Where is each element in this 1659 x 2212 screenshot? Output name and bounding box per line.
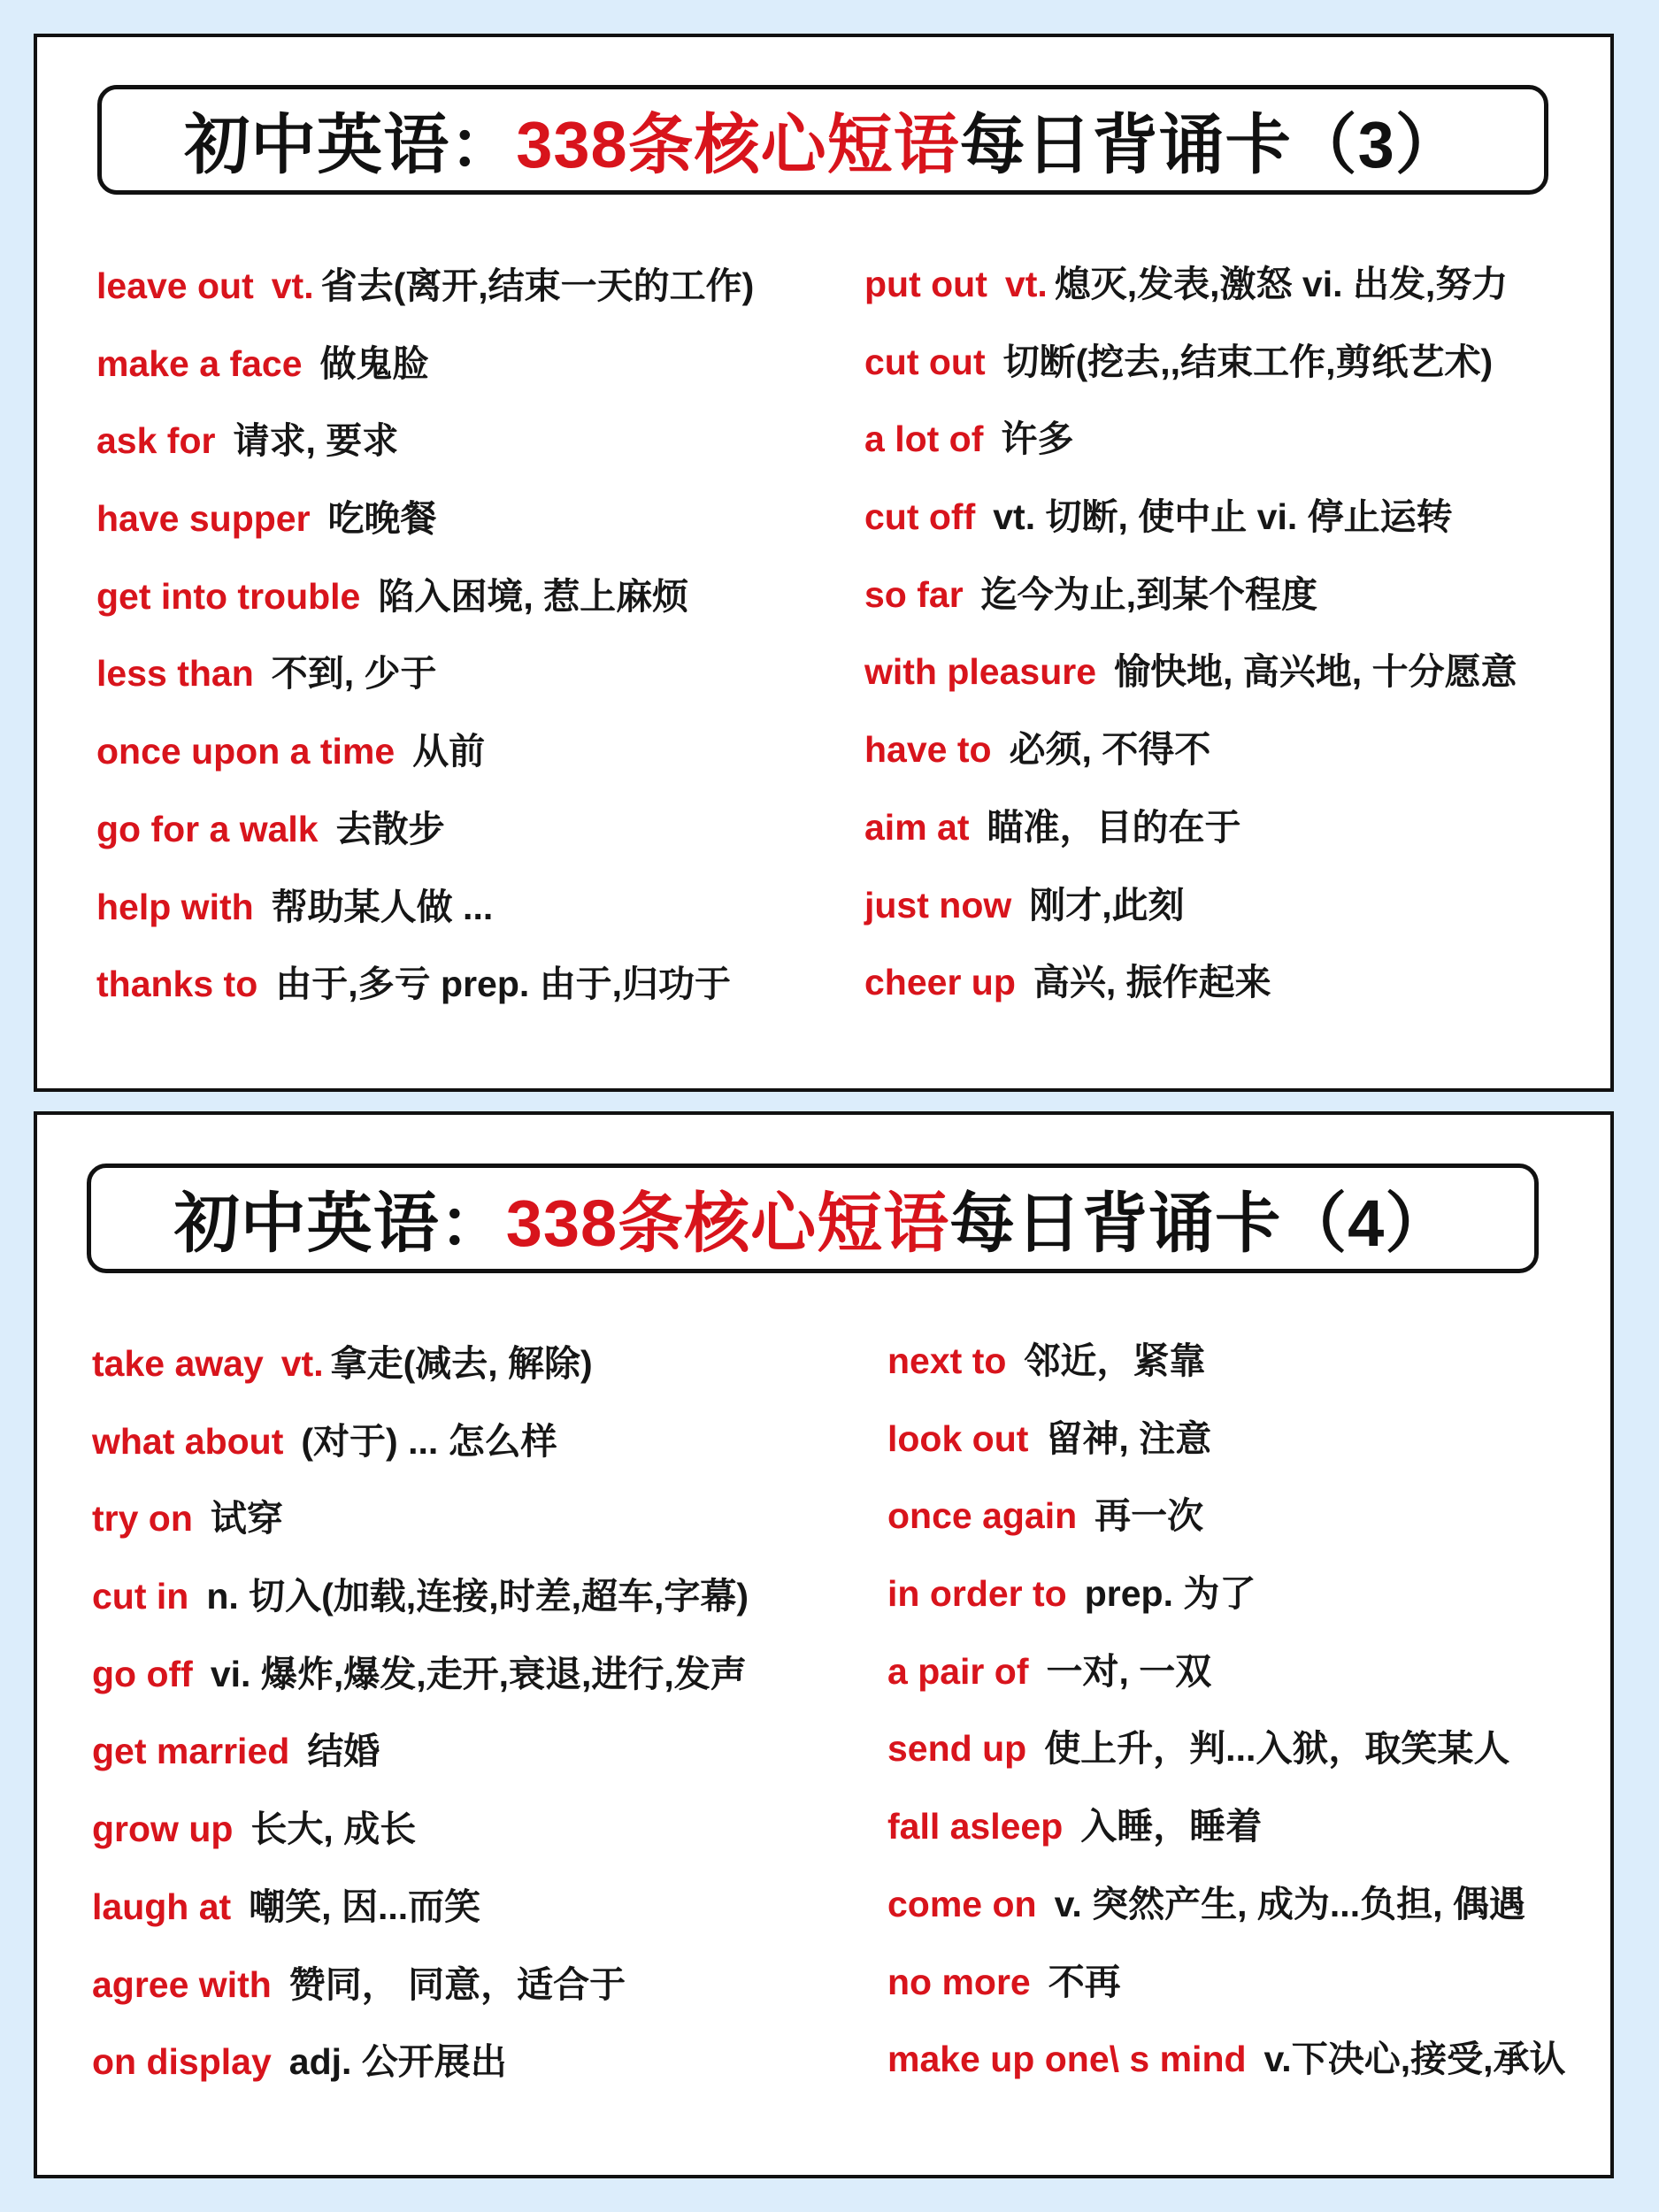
phrase-english: cut out xyxy=(864,341,986,382)
phrase-row xyxy=(887,1401,1565,1479)
phrase-row xyxy=(887,1710,1565,1788)
flashcard-3 xyxy=(34,34,1614,1092)
phrase-english: take away xyxy=(92,1343,264,1384)
phrase-meaning: 做鬼脸 xyxy=(319,342,429,384)
phrase-english: less than xyxy=(96,653,254,695)
phrase-meaning: 去散步 xyxy=(335,808,445,849)
phrase-english: make a face xyxy=(96,342,303,384)
phrase-meaning: 必须, 不得不 xyxy=(1009,729,1211,771)
phrase-row xyxy=(92,1480,749,1558)
phrase-row xyxy=(864,479,1517,557)
phrase-row xyxy=(887,1633,1565,1711)
phrase-row xyxy=(96,248,754,326)
phrase-meaning: 一对, 一双 xyxy=(1046,1650,1212,1692)
phrase-meaning: 入睡，睡着 xyxy=(1080,1806,1263,1847)
phrase-english: with pleasure xyxy=(864,651,1097,693)
phrase-meaning: 熄灭,发表,激怒 vi. 出发,努力 xyxy=(1054,264,1509,304)
phrase-row xyxy=(864,711,1517,789)
phrase-english: aim at xyxy=(864,806,970,848)
phrase-english: get married xyxy=(92,1731,290,1772)
phrase-meaning: 结婚 xyxy=(307,1731,380,1772)
phrase-english: go off xyxy=(92,1653,193,1694)
phrase-row xyxy=(92,1713,749,1791)
phrase-row xyxy=(864,401,1517,479)
phrase-english: agree with xyxy=(92,1963,272,2005)
phrase-meaning: 高兴, 振作起来 xyxy=(1033,962,1271,1003)
phrase-row xyxy=(96,791,754,869)
phrase-row xyxy=(92,1636,749,1714)
phrase-meaning: 迄今为止,到某个程度 xyxy=(980,573,1318,615)
phrase-row xyxy=(92,2024,749,2101)
phrase-row xyxy=(864,789,1517,867)
phrase-row xyxy=(887,1323,1565,1401)
phrase-english: send up xyxy=(887,1728,1027,1770)
phrase-row xyxy=(92,1869,749,1947)
phrase-english: cut off xyxy=(864,496,976,538)
phrase-meaning: 邻近，紧靠 xyxy=(1024,1340,1206,1381)
phrase-row xyxy=(864,944,1517,1022)
phrase-row xyxy=(96,635,754,713)
phrase-row xyxy=(887,2021,1565,2099)
phrase-meaning: 从前 xyxy=(412,731,486,772)
phrase-meaning: 留神, 注意 xyxy=(1046,1417,1212,1459)
phrase-column-right xyxy=(887,1323,1565,2099)
phrase-english: try on xyxy=(92,1498,193,1540)
phrase-meaning: 使上升，判...入狱，取笑某人 xyxy=(1044,1728,1510,1770)
phrase-english: just now xyxy=(864,884,1012,926)
phrase-english: fall asleep xyxy=(887,1806,1064,1847)
phrase-english: next to xyxy=(887,1340,1007,1381)
phrase-meaning: 请求, 要求 xyxy=(233,420,399,462)
phrase-meaning: 不到, 少于 xyxy=(271,653,437,695)
phrase-english: what about xyxy=(92,1420,284,1462)
phrase-meaning: vt. 切断, 使中止 vi. 停止运转 xyxy=(993,496,1453,538)
phrase-row xyxy=(864,867,1517,945)
phrase-meaning: 吃晚餐 xyxy=(327,498,437,540)
phrase-meaning: 帮助某人做 ... xyxy=(271,886,494,927)
part-of-speech: vt. xyxy=(271,265,314,306)
phrase-meaning: 瞄准，目的在于 xyxy=(987,806,1241,848)
phrase-english: help with xyxy=(96,886,254,927)
phrase-english: cut in xyxy=(92,1576,189,1617)
phrase-english: laugh at xyxy=(92,1886,232,1927)
phrase-meaning: 长大, 成长 xyxy=(250,1809,417,1850)
phrase-english: leave out xyxy=(96,265,254,306)
phrase-meaning: v.下决心,接受,承认 xyxy=(1263,2039,1566,2080)
phrase-meaning: 不再 xyxy=(1048,1961,1121,2002)
phrase-english: come on xyxy=(887,1883,1037,1924)
phrase-english: a pair of xyxy=(887,1650,1029,1692)
phrase-english: grow up xyxy=(92,1809,234,1850)
phrase-row xyxy=(864,324,1517,402)
phrase-meaning: 赞同， 同意，适合于 xyxy=(288,1963,626,2005)
phrase-meaning: 由于,多亏 prep. 由于,归功于 xyxy=(275,964,732,1005)
phrase-english: once again xyxy=(887,1495,1078,1537)
phrase-english: thanks to xyxy=(96,964,258,1005)
phrase-english: make up one\ s mind xyxy=(887,2039,1247,2080)
phrase-meaning: prep. 为了 xyxy=(1084,1573,1256,1615)
phrase-row xyxy=(96,480,754,558)
phrase-row xyxy=(92,1947,749,2024)
phrase-row xyxy=(92,1325,749,1403)
phrase-meaning: 拿走(减去, 解除) xyxy=(330,1343,593,1384)
phrase-english: no more xyxy=(887,1961,1031,2002)
phrase-english: on display xyxy=(92,2041,272,2083)
phrase-english: go for a walk xyxy=(96,808,319,849)
phrase-meaning: 愉快地, 高兴地, 十分愿意 xyxy=(1114,651,1517,693)
phrase-english: have supper xyxy=(96,498,311,540)
phrase-meaning: 许多 xyxy=(1001,419,1074,460)
phrase-meaning: 陷入困境, 惹上麻烦 xyxy=(378,575,689,617)
phrase-row xyxy=(96,403,754,480)
phrase-meaning: v. 突然产生, 成为...负担, 偶遇 xyxy=(1054,1883,1525,1924)
title-suffix: 每日背诵卡（4） xyxy=(949,1187,1452,1260)
title-prefix: 初中英语： xyxy=(173,1187,506,1260)
phrase-row xyxy=(96,558,754,636)
phrase-row xyxy=(96,713,754,791)
phrase-english: put out xyxy=(864,264,987,304)
card-title xyxy=(97,85,1548,195)
phrase-meaning: vi. 爆炸,爆发,走开,衰退,进行,发声 xyxy=(210,1653,747,1694)
phrase-meaning: (对于) ... 怎么样 xyxy=(301,1420,557,1462)
phrase-row xyxy=(92,1558,749,1636)
phrase-meaning: 试穿 xyxy=(210,1498,283,1540)
phrase-meaning: 切断(挖去,,结束工作,剪纸艺术) xyxy=(1002,341,1494,382)
phrase-meaning: 再一次 xyxy=(1094,1495,1204,1537)
title-highlight: 338条核心短语 xyxy=(505,1187,950,1260)
phrase-row xyxy=(887,1944,1565,2022)
phrase-english: once upon a time xyxy=(96,731,396,772)
phrase-meaning: 省去(离开,结束一天的工作) xyxy=(320,265,755,306)
phrase-row xyxy=(96,869,754,947)
card-title xyxy=(87,1164,1539,1273)
phrase-column-right xyxy=(864,246,1517,1022)
phrase-meaning: n. 切入(加载,连接,时差,超车,字幕) xyxy=(206,1576,749,1617)
phrase-english: in order to xyxy=(887,1573,1067,1615)
phrase-row xyxy=(864,557,1517,634)
flashcard-4 xyxy=(34,1111,1614,2178)
phrase-row xyxy=(887,1788,1565,1866)
phrase-meaning: 刚才,此刻 xyxy=(1029,884,1185,926)
phrase-row xyxy=(92,1791,749,1869)
phrase-row xyxy=(96,326,754,403)
phrase-english: a lot of xyxy=(864,419,984,460)
phrase-row xyxy=(864,634,1517,711)
part-of-speech: vt. xyxy=(280,1343,324,1384)
title-suffix: 每日背诵卡（3） xyxy=(959,108,1462,181)
phrase-english: ask for xyxy=(96,420,216,462)
phrase-row xyxy=(887,1866,1565,1944)
phrase-row xyxy=(92,1403,749,1481)
title-prefix: 初中英语： xyxy=(184,108,517,181)
phrase-english: get into trouble xyxy=(96,575,361,617)
phrase-meaning: adj. 公开展出 xyxy=(288,2041,507,2083)
phrase-column-left xyxy=(92,1325,749,2101)
phrase-row xyxy=(864,246,1517,324)
phrase-english: cheer up xyxy=(864,962,1016,1003)
part-of-speech: vt. xyxy=(1004,264,1048,304)
title-highlight: 338条核心短语 xyxy=(516,108,960,181)
phrase-row xyxy=(887,1555,1565,1633)
phrase-column-left xyxy=(96,248,754,1024)
phrase-english: have to xyxy=(864,729,992,771)
phrase-row xyxy=(887,1478,1565,1555)
phrase-row xyxy=(96,946,754,1024)
phrase-meaning: 嘲笑, 因...而笑 xyxy=(249,1886,481,1927)
phrase-english: look out xyxy=(887,1417,1029,1459)
phrase-english: so far xyxy=(864,573,964,615)
